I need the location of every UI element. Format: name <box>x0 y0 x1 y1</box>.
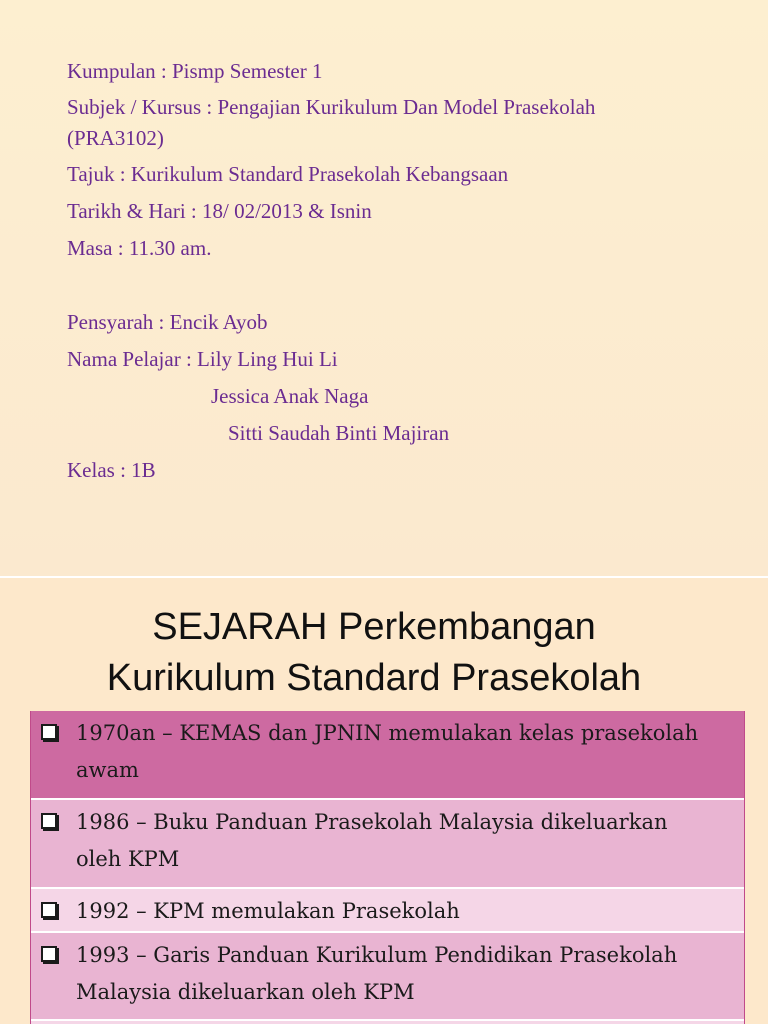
checkbox-square-icon <box>41 946 57 962</box>
table-row <box>31 887 744 931</box>
kumpulan-line: Kumpulan : Pismp Semester 1 <box>67 59 323 83</box>
checkbox-square-icon <box>41 724 57 740</box>
slide-title-line-2: Kurikulum Standard Prasekolah <box>106 657 642 699</box>
subjek-line: Subjek / Kursus : Pengajian Kurikulum Dan Model Prasekolah <box>67 95 596 119</box>
student-3-line: Sitti Saudah Binti Majiran <box>228 421 450 445</box>
student-2-line: Jessica Anak Naga <box>211 384 369 408</box>
row-text: 1992 – KPM memulakan Prasekolah <box>76 899 460 923</box>
kelas-line: Kelas : 1B <box>67 458 156 482</box>
row-text: 1993 – Garis Panduan Kurikulum Pendidikan Prasekolah Malaysia dikeluarkan oleh KPM <box>76 943 678 1004</box>
table-row <box>31 931 744 1019</box>
row-text: 1970an – KEMAS dan JPNIN memulakan kelas prasekolah awam <box>76 721 699 782</box>
checkbox-square-icon <box>41 902 57 918</box>
masa-line: Masa : 11.30 am. <box>67 236 212 260</box>
nama-pelajar-line: Nama Pelajar : Lily Ling Hui Li <box>67 347 338 371</box>
slide-title-line-1: SEJARAH Perkembangan <box>152 606 596 648</box>
tajuk-line: Tajuk : Kurikulum Standard Prasekolah Kebangsaan <box>67 162 509 186</box>
history-table <box>30 711 745 1024</box>
pensyarah-line: Pensyarah : Encik Ayob <box>67 310 268 334</box>
table-row <box>31 711 744 798</box>
tarikh-line: Tarikh & Hari : 18/ 02/2013 & Isnin <box>67 199 372 223</box>
checkbox-square-icon <box>41 813 57 829</box>
course-code-line: (PRA3102) <box>67 126 164 150</box>
table-row <box>31 1019 744 1024</box>
table-row <box>31 798 744 887</box>
row-text: 1986 – Buku Panduan Prasekolah Malaysia dikeluarkan oleh KPM <box>76 810 668 871</box>
